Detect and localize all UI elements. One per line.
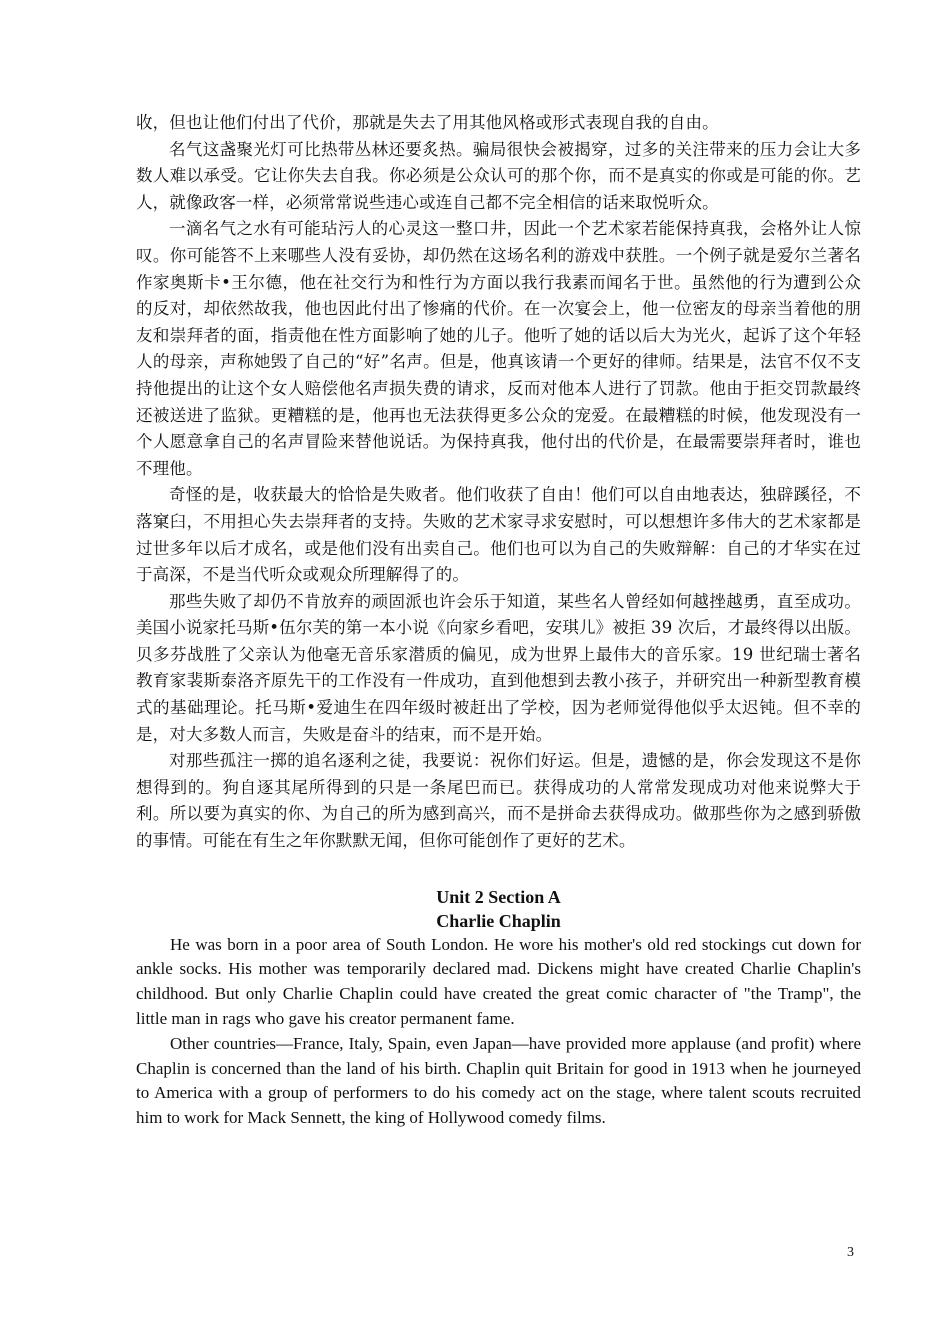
- chinese-paragraph: 名气这盏聚光灯可比热带丛林还要炙热。骗局很快会被揭穿，过多的关注带来的压力会让大多数人难以承受。它让你失去自我。你必须是公众认可的那个你，而不是真实的你或是可能的你。艺人，就像政客一样，必须常常说些违心或连自己都不完全相信的话来取悦听众。: [136, 139, 861, 212]
- chinese-paragraph: 收，但也让他们付出了代价，那就是失去了用其他风格或形式表现自我的自由。: [136, 113, 719, 132]
- unit-heading: Unit 2 Section A: [436, 886, 561, 907]
- chinese-paragraph: 对那些孤注一掷的追名逐利之徒，我要说：祝你们好运。但是，遗憾的是，你会发现这不是你想得到的。狗自逐其尾所得到的只是一条尾巴而已。获得成功的人常常发现成功对他来说弊大于利。所以要为真实的你、为自己的所为感到高兴，而不是拼命去获得成功。做那些你为之感到骄傲的事情。可能在有生之年你默默无闻，但你可能创作了更好的艺术。: [136, 751, 861, 851]
- english-paragraph: He was born in a poor area of South London. He wore his mother's old red stockings cut down for ankle socks. His mother was temporarily declared mad. Dickens might have created Charlie Chaplin's childhood. But only Charlie Chaplin could have created the great comic character of "the Tramp", the little man in rags who gave his creator permanent fame.: [136, 934, 861, 1029]
- chinese-paragraph: 那些失败了却仍不肯放弃的顽固派也许会乐于知道，某些名人曾经如何越挫越勇，直至成功。美国小说家托马斯•伍尔芙的第一本小说《向家乡看吧，安琪儿》被拒 39 次后，才最终得以出版。贝多芬战胜了父亲认为他毫无音乐家潜质的偏见，成为世界上最伟大的音乐家。19 世纪瑞士著名教育家裴斯泰洛齐原先干的工作没有一件成功，直到他想到去教小孩子，并研究出一种新型教育模式的基础理论。托马斯•爱迪生在四年级时被赶出了学校，因为老师觉得他似乎太迟钝。但不幸的是，对大多数人而言，失败是奋斗的结束，而不是开始。: [136, 591, 861, 744]
- page-number: 3: [847, 1245, 854, 1260]
- english-paragraph: Other countries—France, Italy, Spain, even Japan—have provided more applause (and profit) where Chaplin is concerned than the land of his birth. Chaplin quit Britain for good in 1913 when he journeyed to America with a group of performers to do his comedy act on the stage, where talent scouts recruited him to work for Mack Sennett, the king of Hollywood comedy films.: [136, 1033, 861, 1128]
- article-title: Charlie Chaplin: [436, 910, 561, 931]
- chinese-paragraph: 奇怪的是，收获最大的恰恰是失败者。他们收获了自由！他们可以自由地表达，独辟蹊径，不落窠臼，不用担心失去崇拜者的支持。失败的艺术家寻求安慰时，可以想想许多伟大的艺术家都是过世多年以后才成名，或是他们没有出卖自己。他们也可以为自己的失败辩解：自己的才华实在过于高深，不是当代听众或观众所理解得了的。: [136, 485, 861, 585]
- chinese-paragraph: 一滴名气之水有可能玷污人的心灵这一整口井，因此一个艺术家若能保持真我，会格外让人惊叹。你可能答不上来哪些人没有妥协，却仍然在这场名利的游戏中获胜。一个例子就是爱尔兰著名作家奥斯卡•王尔德，他在社交行为和性行为方面以我行我素而闻名于世。虽然他的行为遭到公众的反对，却依然故我，他也因此付出了惨痛的代价。在一次宴会上，他一位密友的母亲当着他的朋友和崇拜者的面，指责他在性方面影响了她的儿子。他听了她的话以后大为光火，起诉了这个年轻人的母亲，声称她毁了自己的“好”名声。但是，他真该请一个更好的律师。结果是，法官不仅不支持他提出的让这个女人赔偿他名声损失费的请求，反而对他本人进行了罚款。他由于拒交罚款最终还被送进了监狱。更糟糕的是，他再也无法获得更多公众的宠爱。在最糟糕的时候，他发现没有一个人愿意拿自己的名声冒险来替他说话。为保持真我，他付出的代价是，在最需要崇拜者时，谁也不理他。: [136, 219, 861, 478]
- document-page: [136, 110, 861, 1131]
